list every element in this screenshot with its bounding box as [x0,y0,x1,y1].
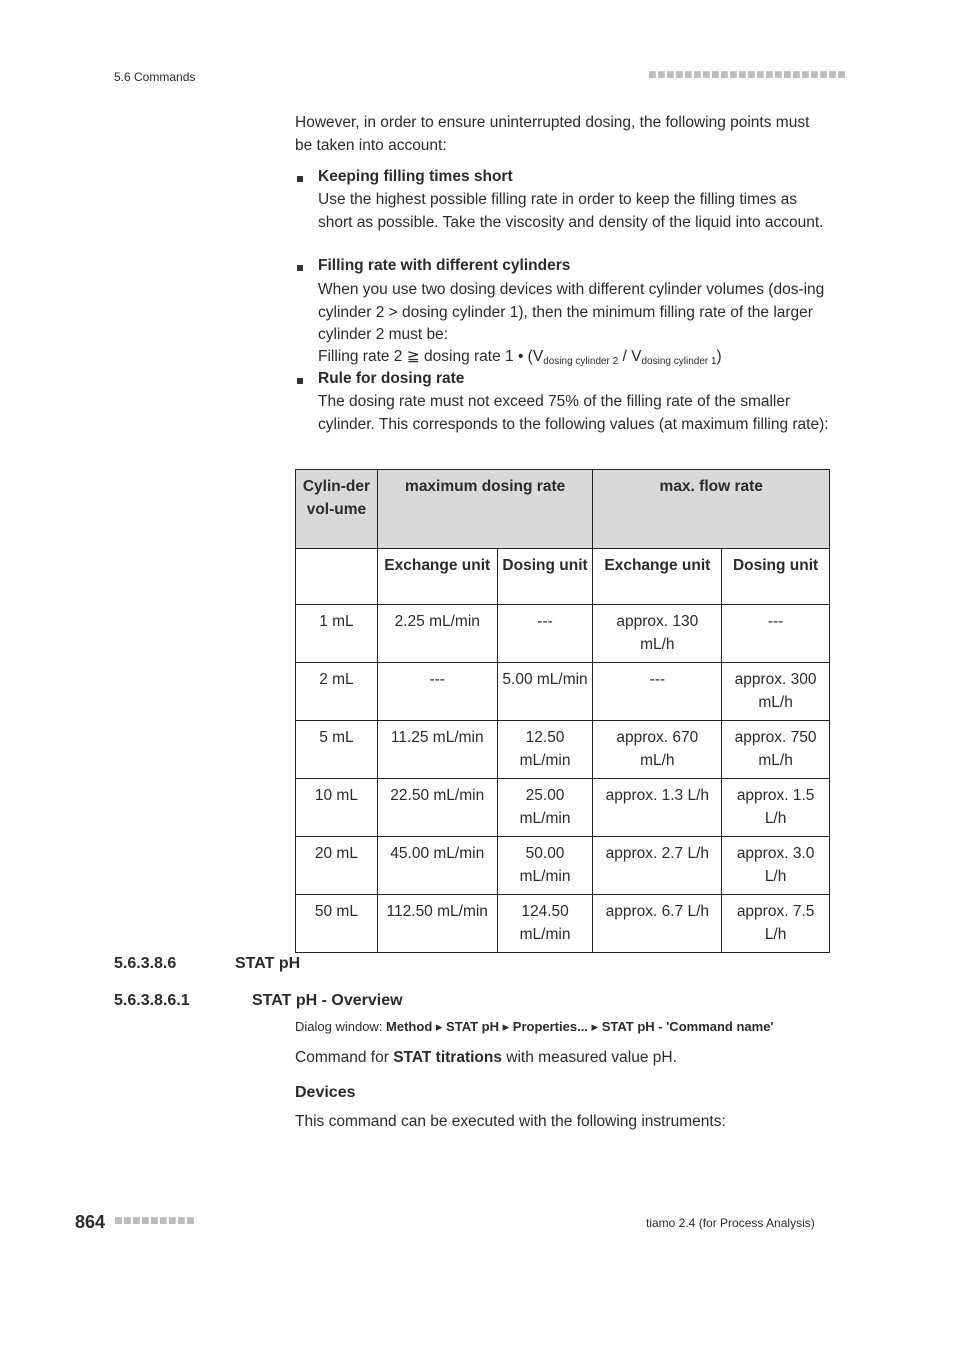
bullet-title-filling-times: Keeping filling times short [318,168,513,185]
table-cell: 5.00 mL/min [497,663,593,721]
table-cell: 11.25 mL/min [377,721,497,779]
subheader-cell: Exchange unit [377,549,497,605]
bullet-title-dosing-rate: Rule for dosing rate [318,370,465,387]
table-cell: 20 mL [296,837,378,895]
table-cell: approx. 6.7 L/h [593,895,722,953]
table-cell: approx. 7.5 L/h [722,895,830,953]
table-row [296,663,830,721]
section-title: STAT pH [235,955,301,972]
header-max-flow-rate: max. flow rate [593,470,830,549]
table-row [296,721,830,779]
header-cylinder-volume: Cylin-der vol-ume [296,470,378,549]
intro-paragraph: However, in order to ensure uninterrupted dosing, the following points must be taken into account: [295,114,810,154]
footer-decoration-dots: ■■■■■■■■■ [114,1216,196,1226]
table-row [296,895,830,953]
dialog-window-path: Dialog window: Method ▸ STAT pH ▸ Properties... ▸ STAT pH - 'Command name' [295,1019,774,1034]
table-cell: 25.00 mL/min [497,779,593,837]
table-cell: --- [497,605,593,663]
subsection-number: 5.6.3.8.6.1 [114,992,190,1009]
subsection-title: STAT pH - Overview [252,992,403,1009]
table-cell: 45.00 mL/min [377,837,497,895]
table-cell: 5 mL [296,721,378,779]
table-cell: approx. 670 mL/h [593,721,722,779]
table-cell: approx. 1.3 L/h [593,779,722,837]
subheader-cell: Dosing unit [497,549,593,605]
bullet-title-different-cylinders: Filling rate with different cylinders [318,257,571,274]
dosing-rate-table [295,469,830,953]
subheader-cell: Dosing unit [722,549,830,605]
table-row [296,779,830,837]
table-row [296,605,830,663]
subheader-cell [296,549,378,605]
bullet-body-filling-times: Use the highest possible filling rate in order to keep the filling times as short as possible. Take the viscosity and density of the liquid into account. [318,191,824,231]
table-cell: 12.50 mL/min [497,721,593,779]
table-cell: 10 mL [296,779,378,837]
table-subheader-row [296,549,830,605]
table-cell: --- [377,663,497,721]
table-cell: 2.25 mL/min [377,605,497,663]
header-decoration-dots: ■■■■■■■■■■■■■■■■■■■■■■ [648,70,847,80]
table-cell: approx. 1.5 L/h [722,779,830,837]
section-number: 5.6.3.8.6 [114,955,177,972]
table-cell: --- [593,663,722,721]
table-cell: 50.00 mL/min [497,837,593,895]
table-cell: approx. 300 mL/h [722,663,830,721]
command-description: Command for STAT titrations with measured value pH. [295,1049,677,1066]
table-cell: approx. 3.0 L/h [722,837,830,895]
devices-heading: Devices [295,1084,356,1101]
table-cell: approx. 750 mL/h [722,721,830,779]
table-cell: approx. 130 mL/h [593,605,722,663]
bullet-body-different-cylinders: When you use two dosing devices with different cylinder volumes (dos-ing cylinder 2 > dosing cylinder 1), then the minimum filling rate of the larger cylinder 2 must be: [318,281,825,343]
table-cell: 124.50 mL/min [497,895,593,953]
bullet-square [297,176,303,182]
bullet-body-dosing-rate: The dosing rate must not exceed 75% of the filling rate of the smaller cylinder. This corresponds to the following values (at maximum filling rate): [318,393,829,433]
product-name: tiamo 2.4 (for Process Analysis) [646,1216,815,1230]
table-cell: 22.50 mL/min [377,779,497,837]
table-cell: 2 mL [296,663,378,721]
subheader-cell: Exchange unit [593,549,722,605]
table-row [296,837,830,895]
page-number: 864 [75,1212,106,1232]
devices-text: This command can be executed with the following instruments: [295,1113,726,1130]
table-cell: --- [722,605,830,663]
table-cell: 112.50 mL/min [377,895,497,953]
bullet-square [297,265,303,271]
table-cell: 50 mL [296,895,378,953]
bullet-square [297,378,303,384]
running-header-section: 5.6 Commands [114,70,196,84]
table-cell: approx. 2.7 L/h [593,837,722,895]
table-header-row [296,470,830,549]
table-cell: 1 mL [296,605,378,663]
header-max-dosing-rate: maximum dosing rate [377,470,593,549]
filling-rate-formula: Filling rate 2 ≧ dosing rate 1 • $(V_{dosing cylinder 2} / V_{dosing cylinder 1})$ [318,348,722,367]
